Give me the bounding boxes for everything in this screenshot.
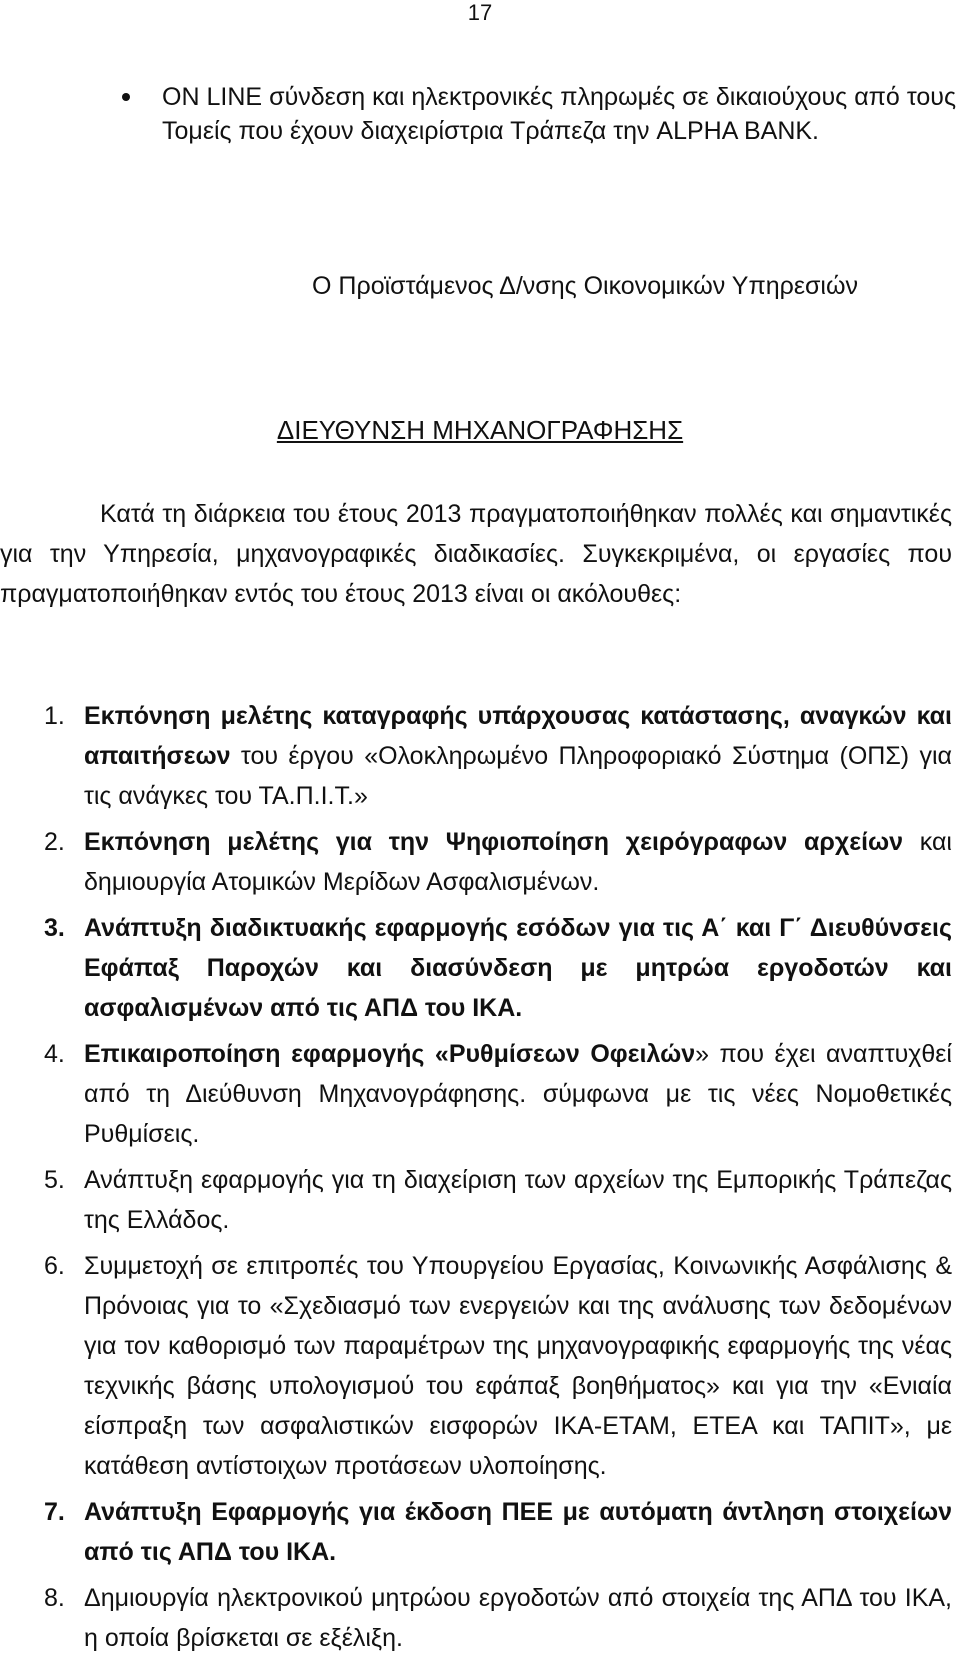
list-item-number: 5. xyxy=(44,1166,65,1194)
list-item-text: του έργου «Ολοκληρωμένο Πληροφοριακό Σύστημα (ΟΠΣ) για τις ανάγκες του ΤΑ.Π.Ι.Τ.» xyxy=(84,742,952,810)
list-item-number: 4. xyxy=(44,1040,65,1068)
list-item-text: και δημιουργία Ατομικών Μερίδων Ασφαλισμένων. xyxy=(84,828,952,896)
list-item-text: » που έχει αναπτυχθεί από τη Διεύθυνση Μηχανογράφησης. σύμφωνα με τις νέες Νομοθετικές Ρυθμίσεις. xyxy=(84,1040,952,1148)
list-item-text: Συμμετοχή σε επιτροπές του Υπουργείου Εργασίας, Κοινωνικής Ασφάλισης & Πρόνοιας για το «Σχεδιασμό των ενεργειών και της ανάλυσης των δεδομένων για τον καθορισμό των παραμέτρων της μηχανογραφικής εφαρμογής της νέας τεχνικής βάσης υπολογισμού του εφάπαξ βοηθήματος» και για την «Ενιαία είσπραξη των ασφαλιστικών εισφορών ΙΚΑ-ΕΤΑΜ, ΕΤΕΑ και ΤΑΠΙΤ», με κατάθεση αντίστοιχων προτάσεων υλοποίησης. xyxy=(84,1252,952,1480)
list-item xyxy=(0,1578,952,1658)
list-item xyxy=(0,908,952,1028)
list-item xyxy=(0,1160,952,1240)
list-item-number: 8. xyxy=(44,1584,65,1612)
list-item-number: 6. xyxy=(44,1252,65,1280)
list-item xyxy=(0,1492,952,1572)
bullet-text: ON LINE σύνδεση και ηλεκτρονικές πληρωμές σε δικαιούχους από τους Τομείς που έχουν διαχειρίστρια Τράπεζα την ALPHA BANK. xyxy=(162,83,956,145)
bullet-item xyxy=(126,80,956,148)
list-item xyxy=(0,1034,952,1154)
list-item-bold-text: Επικαιροποίηση εφαρμογής «Ρυθμίσεων Οφειλών xyxy=(84,1040,696,1068)
list-item xyxy=(0,822,952,902)
signature-line: Ο Προϊστάμενος Δ/νσης Οικονομικών Υπηρεσιών xyxy=(312,272,858,300)
tasks-list xyxy=(0,696,952,1664)
intro-paragraph: Κατά τη διάρκεια του έτους 2013 πραγματοποιήθηκαν πολλές και σημαντικές για την Υπηρεσία, μηχανογραφικές διαδικασίες. Συγκεκριμένα, οι εργασίες που πραγματοποιήθηκαν εντός του έτους 2013 είναι οι ακόλουθες: xyxy=(0,500,952,608)
section-heading: ΔΙΕΥΘΥΝΣΗ ΜΗΧΑΝΟΓΡΑΦΗΣΗΣ xyxy=(276,415,684,445)
list-item-text: Δημιουργία ηλεκτρονικού μητρώου εργοδοτών από στοιχεία της ΑΠΔ του ΙΚΑ, η οποία βρίσκεται σε εξέλιξη. xyxy=(84,1584,952,1652)
list-item xyxy=(0,1246,952,1486)
list-item-number: 3. xyxy=(44,914,65,942)
page-number: 17 xyxy=(467,0,493,25)
list-item-bold-text: Ανάπτυξη Εφαρμογής για έκδοση ΠΕΕ με αυτόματη άντληση στοιχείων από τις ΑΠΔ του ΙΚΑ. xyxy=(84,1498,952,1566)
list-item-bold-text: Εκπόνηση μελέτης για την Ψηφιοποίηση χειρόγραφων αρχείων xyxy=(84,828,904,856)
bullet-icon xyxy=(122,93,130,101)
list-item-text: Ανάπτυξη εφαρμογής για τη διαχείριση των αρχείων της Εμπορικής Τράπεζας της Ελλάδος. xyxy=(84,1166,952,1234)
list-item-number: 2. xyxy=(44,828,65,856)
list-item-number: 7. xyxy=(44,1498,65,1526)
list-item xyxy=(0,696,952,816)
list-item-bold-text: Εκπόνηση μελέτης καταγραφής υπάρχουσας κατάστασης, αναγκών και απαιτήσεων xyxy=(84,702,952,770)
list-item-number: 1. xyxy=(44,702,65,730)
list-item-bold-text: Ανάπτυξη διαδικτυακής εφαρμογής εσόδων για τις Α΄ και Γ΄ Διευθύνσεις Εφάπαξ Παροχών και διασύνδεση με μητρώα εργοδοτών και ασφαλισμένων από τις ΑΠΔ του ΙΚΑ. xyxy=(84,914,952,1022)
